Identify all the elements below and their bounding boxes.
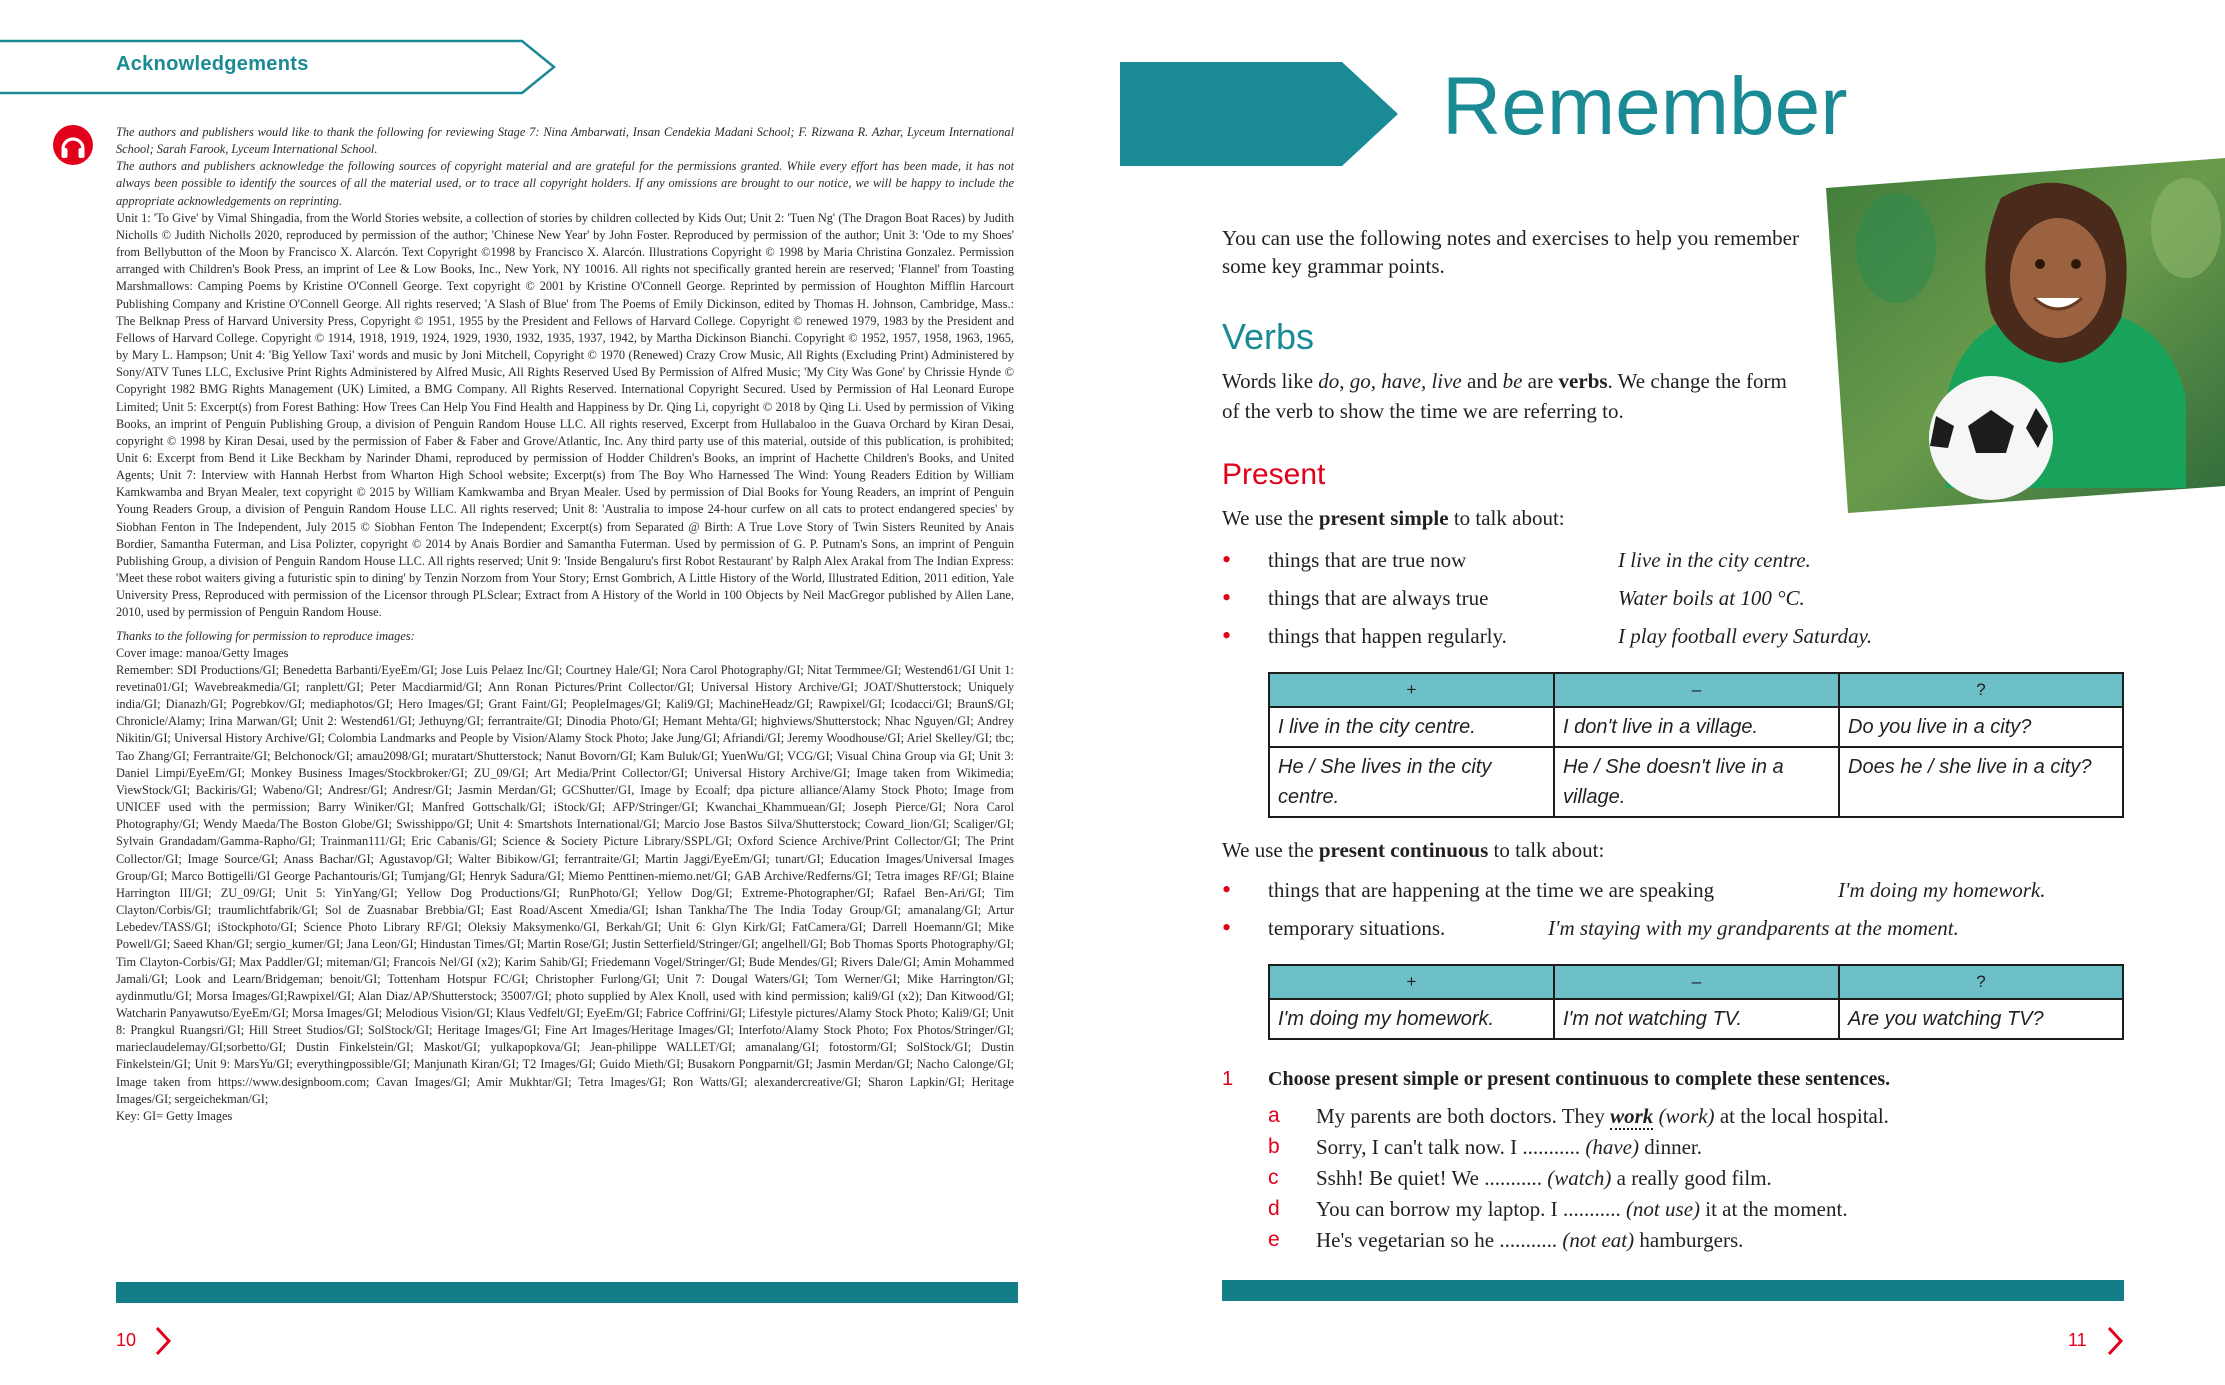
chevron-right-icon[interactable] <box>2104 1324 2126 1358</box>
verb-be: be <box>1502 369 1523 393</box>
key-line: Key: GI= Getty Images <box>116 1108 233 1123</box>
sentence-start: Sshh! Be quiet! We <box>1316 1166 1485 1190</box>
table-cell: I'm doing my homework. <box>1269 999 1554 1039</box>
sentence-end: hamburgers. <box>1634 1228 1744 1252</box>
present-simple-keyword: present simple <box>1318 506 1449 530</box>
item-letter: e <box>1268 1228 1280 1251</box>
intro-text: You can use the following notes and exercises to help you remember some key grammar points. <box>1222 226 1799 278</box>
chevron-right-icon[interactable] <box>152 1324 174 1358</box>
answer-blank[interactable]: ........... <box>1499 1228 1558 1252</box>
item-letter: b <box>1268 1135 1280 1158</box>
sentence-start: My parents are both doctors. They <box>1316 1104 1611 1128</box>
item-sentence <box>1316 1104 1889 1129</box>
answer-blank[interactable]: ........... <box>1522 1135 1581 1159</box>
sentence-end: dinner. <box>1638 1135 1702 1159</box>
positive-column-header: + <box>1269 965 1554 999</box>
present-continuous-table <box>1268 964 2124 1040</box>
page-header-acknowledgements: Acknowledgements <box>116 53 309 75</box>
image-credits-paragraph: Remember: SDI Productions/GI; Benedetta Barbanti/EyeEm/GI; Jose Luis Pelaez Inc/GI; Courtney Hale/GI; Nora Carol Photography/GI; Nitat Termmee/GI; Westend61/GI Unit 1: revetina01/GI; Wavebreakmedia/GI; ranplett/GI; Peter Macdiarmid/GI; Ann Ronan Pictures/Print Collector/GI; Universal History Archive/GI; JOAT/Shutterstock; Uniquely india/GI; Dianazh/GI; Pogrebkov/GI; mediaphotos/GI; Hero Images/GI; Grant Faint/GI; PeopleImages/GI; Kali9/GI; MachineHeadz/GI; Rawpixel/GI; Icodacci/GI; BraunS/GI; Chronicle/Alamy; Irina Marwan/GI; Unit 2: Westend61/GI; Jethuyng/GI; ferrantraite/GI; Dinodia Photo/GI; Hemant Mehta/GI; highviews/Shutterstock; Nhac Nguyen/GI; Andrey Nikitin/GI; Universal History Archive/GI; Colombia Landmarks and People by Vision/Alamy Stock Photo; Jake Jung/GI; Afriandi/GI; Jeremy Woodhouse/GI; Ariel Skelley/GI; tbc; Tao Zhang/GI; Ferrantraite/GI; Belchonock/GI; amau2098/GI; muratart/Shutterstock; Nanut Bovorn/GI; Kam Buluk/GI; YuenWu/GI; VCG/GI; Visual China Group via GI; Unit 3: Daniel Limpi/EyeEm/GI; Monkey Business Images/Stockbroker/GI; ZU_09/GI; Art Media/Print Collector/GI; Universal History Archive/GI; Image taken from Wikimedia; ViewStock/GI; Backiris/GI; Wabeno/GI; Andresr/GI; Andresr/GI; Jasmin Merdan/GI; GCShutter/GI, Image by Ecoalf; dpa picture alliance/Alamy Stock Photo; Image from UNICEF used with the permission; Barry Winiker/GI; Manfred Gottschalk/GI; iStock/GI; AFP/Stringer/GI; Kwanchai_Khammuean/GI; Joseph Pierce/GI; Nora Carol Photography/GI; Wendy Maeda/The Boston Globe/GI; Swisshippo/GI; Unit 4: Smartshots International/GI; Marcio Jose Bastos Silva/Shutterstock; Coward_lion/GI; Scaliger/GI; Sylvain Grandadam/Gamma-Rapho/GI; Trainman111/GI; Eric Cabanis/GI; Science & Society Picture Library/SSPL/GI; Oxford Science Archive/Print Collector/GI; The Print Collector/GI; Image Source/GI; Anass Bachar/GI; Agustavop/GI; Walter Bibikow/GI; ferrantraite/GI; Martin Jaggi/EyeEm/GI; tunart/GI; Education Images/Universal Images Group/GI; Marco Bottigelli/GI George Pachantouris/GI; Tumjang/GI; Henryk Sadura/GI; Miemo Penttinen-miemo.net/GI; GAB Archive/Redferns/GI; Tetra images RF/GI; Blaine Harrington III/GI; ZU_09/GI; Unit 5: YinYang/GI; Yellow Dog Productions/GI; RunPhoto/GI; Yellow Dog/GI; Extreme-Photographer/GI; Rafael Ben-Ari/GI; Tim Clayton/Corbis/GI; traumlichtfabrik/GI; Sol de Zuasnabar Brebbia/GI; East Road/Ascent Xmedia/GI; Ishan Tankha/The The India Today Group/GI; amanalang/GI; Artur Lebedev/TASS/GI; iStockphoto/GI; Science Photo Library RF/GI; Oleksiy Maksymenko/GI, Berkah/GI; Unit 6: Glyn Kirk/GI; FatCamera/GI; Darrell Hoemann/GI; Mike Powell/GI; Saeed Khan/GI; sergio_kumer/GI; Jana Leon/GI; Hindustan Times/GI; Martin Rose/GI; Justin Setterfield/Stringer/GI; angelhell/GI; Bob Thomas Sports Photography/GI; Tim Clayton-Corbis/GI; Max Paddler/GI; miteman/GI; Francois Nel/GI (x2); Karim Sahib/GI; Friedemann Vogel/Stringer/GI; Bude Mendes/GI; Rivers Dale/GI; Amin Mohammed Jamali/GI; Look and Learn/Bridgeman; benoit/GI; Tottenham Hotspur FC/GI; Christopher Furlong/GI; Unit 7: Dougal Waters/GI; Tom Werner/GI; Mike Harrington/GI; aydinmutlu/GI; Morsa Images/GI;Rawpixel/GI; Alan Diaz/AP/Shutterstock; 35007/GI; photo supplied by Alex Knoll, used with kind permission; kali9/GI (x2); Dan Kitwood/GI; Watcharin Panyawutso/EyeEm/GI; Morsa Images/GI; Melodious Vision/GI; Klaus Vedfelt/GI; EyeEm/GI; Fabrice Coffrini/GI; Lifestyle pictures/Alamy Stock Photo; Kali9/GI; Unit 8: Prangkul Ruangsri/GI; Hill Street Studios/GI; SolStock/GI; Heritage Images/GI; Fine Art Images/Heritage Images/GI; Interfoto/Alamy Stock Photo; Fox Photos/Stringer/GI; marieclaudelemay/GI;sorbetto/GI; Dustin Finkelstein/GI; Maskot/GI; yulkapopkova/GI; Jean-philippe WALLET/GI; amanalang/GI; fotostorm/GI; SolStock/GI; Dustin Finkelstein/GI; Unit 9: MarsYu/GI; everythingpossible/GI; Manjunath Kiran/GI; T2 Images/GI; Guido Mieth/GI; Busakorn Pongparnit/GI; Jasmin Merdan/GI; Nacho Calonge/GI; Image taken from https://www.designboom.com; Cavan Images/GI; Amir Mukhtar/GI; Tetra Images/GI; Ron Watts/GI; alexandercreative/GI; Sharon Lapkin/GI; Heritage Images/GI; sergeichekman/GI; <box>116 662 1014 1106</box>
audio-headphones-icon[interactable] <box>52 124 94 166</box>
bullet-icon: • <box>1222 621 1232 650</box>
bullet-text: things that are true now <box>1268 548 1467 572</box>
girl-with-football-photo <box>1826 158 2225 513</box>
page-title: Remember <box>1442 61 1848 152</box>
table-row <box>1269 707 2123 747</box>
cover-image-credit: Cover image: manoa/Getty Images <box>116 645 289 660</box>
verbs-text-b: and <box>1461 369 1503 393</box>
bullet-example: I live in the city centre. <box>1618 548 1811 572</box>
answer-blank[interactable]: ........... <box>1484 1166 1542 1190</box>
present-continuous-intro <box>1222 838 1604 863</box>
bullet-icon: • <box>1222 545 1232 574</box>
bullet-icon: • <box>1222 583 1232 612</box>
table-header-row <box>1269 673 2123 707</box>
sentence-start: You can borrow my laptop. I <box>1316 1197 1563 1221</box>
present-heading: Present <box>1222 458 1326 491</box>
bullet-text: temporary situations. <box>1268 916 1446 940</box>
sentence-start: Sorry, I can't talk now. I <box>1316 1135 1523 1159</box>
question-column-header: ? <box>1839 673 2123 707</box>
verb-prompt: (not eat) <box>1562 1228 1635 1252</box>
page-number-left: 10 <box>116 1330 137 1350</box>
sentence-end: at the local hospital. <box>1714 1104 1889 1128</box>
item-letter: a <box>1268 1104 1280 1127</box>
sentence-start: He's vegetarian so he <box>1316 1228 1500 1252</box>
exercise-instruction-text: Choose present simple or present continuous to complete these sentences. <box>1268 1068 1891 1090</box>
bullet-example: I play football every Saturday. <box>1618 624 1873 648</box>
verb-prompt: (have) <box>1585 1135 1639 1159</box>
exercise-number: 1 <box>1222 1068 1234 1090</box>
question-column-header: ? <box>1839 965 2123 999</box>
negative-column-header: – <box>1554 673 1839 707</box>
table-cell: I live in the city centre. <box>1269 707 1554 747</box>
item-sentence <box>1316 1197 1848 1222</box>
verb-prompt: (work) <box>1658 1104 1715 1128</box>
reviewers-paragraph: The authors and publishers would like to thank the following for reviewing Stage 7: Nina Ambarwati, Insan Cendekia Madani School; F. Rizwana R. Azhar, Lyceum International School; Sarah Farook, Lyceum International School. <box>116 125 1014 157</box>
table-cell: Do you live in a city? <box>1839 707 2123 747</box>
bullet-text: things that are happening at the time we are speaking <box>1268 878 1715 902</box>
bullet-icon: • <box>1222 913 1232 942</box>
copyright-notice-paragraph: The authors and publishers acknowledge the following sources of copyright material and are grateful for the permissions granted. While every effort has been made, it has not always been possible to identify the sources of all the material used, or to trace all copyright holders. If any omissions are brought to our notice, we will be happy to include the appropriate acknowledgements on reprinting. <box>116 159 1014 208</box>
verbs-heading: Verbs <box>1222 316 1315 357</box>
acknowledgements-text <box>116 124 1014 1125</box>
bullet-example: I'm doing my homework. <box>1838 878 2046 902</box>
present-simple-table <box>1268 672 2124 818</box>
bullet-example: Water boils at 100 °C. <box>1618 586 1805 610</box>
bullet-example: I'm staying with my grandparents at the moment. <box>1548 916 1959 940</box>
item-letter: c <box>1268 1166 1279 1189</box>
bullet-text: things that happen regularly. <box>1268 624 1507 648</box>
positive-column-header: + <box>1269 673 1554 707</box>
image-thanks-line: Thanks to the following for permission to reproduce images: <box>116 628 415 643</box>
verb-prompt: (watch) <box>1547 1166 1612 1190</box>
verb-examples: do, go, have, live <box>1318 369 1462 393</box>
intro-part: We use the <box>1222 506 1319 530</box>
table-cell: I don't live in a village. <box>1554 707 1839 747</box>
right-footer-bar <box>1222 1280 2124 1301</box>
verbs-text-a: Words like <box>1222 369 1319 393</box>
item-sentence <box>1316 1135 1702 1160</box>
sentence-end: it at the moment. <box>1700 1197 1848 1221</box>
exercise-instruction <box>1222 1068 1891 1091</box>
verbs-explanation <box>1222 366 1802 426</box>
verbs-text-d: . We change the form of the verb to show the time we are referring to. <box>1222 369 1787 423</box>
item-sentence <box>1316 1166 1772 1191</box>
table-cell: He / She lives in the city centre. <box>1269 747 1554 817</box>
present-continuous-keyword: present continuous <box>1318 838 1489 862</box>
table-row <box>1269 747 2123 817</box>
table-cell: Are you watching TV? <box>1839 999 2123 1039</box>
table-header-row <box>1269 965 2123 999</box>
table-row <box>1269 999 2123 1039</box>
sentence-end: a really good film. <box>1611 1166 1772 1190</box>
intro-part: We use the <box>1222 838 1319 862</box>
bullet-icon: • <box>1222 875 1232 904</box>
present-simple-intro <box>1222 506 1565 531</box>
left-footer-bar <box>116 1282 1018 1303</box>
verbs-text-c: are <box>1522 369 1559 393</box>
intro-part: to talk about: <box>1488 838 1605 862</box>
item-sentence <box>1316 1228 1743 1253</box>
verb-prompt: (not use) <box>1625 1197 1701 1221</box>
verbs-keyword: verbs <box>1558 369 1608 393</box>
intro-part: to talk about: <box>1448 506 1565 530</box>
table-cell: Does he / she live in a city? <box>1839 747 2123 817</box>
answer-blank[interactable]: work <box>1610 1104 1654 1128</box>
page-number-right: 11 <box>2068 1330 2087 1350</box>
answer-blank[interactable]: ........... <box>1562 1197 1621 1221</box>
table-cell: I'm not watching TV. <box>1554 999 1839 1039</box>
bullet-text: things that are always true <box>1268 586 1489 610</box>
remember-arrow-banner <box>1120 62 1398 166</box>
item-letter: d <box>1268 1197 1280 1220</box>
text-sources-paragraph: Unit 1: 'To Give' by Vimal Shingadia, from the World Stories website, a collection of stories by children collected by Kids Out; Unit 2: 'Tuen Ng' (The Dragon Boat Races) by Judith Nicholls © Judith Nicholls 2020, reproduced by permission of the author; 'Chinese New Year' by John Foster. Reproduced by permission of the author; Unit 3: 'Ode to my Shoes' from Bellybutton of the Moon by Francisco X. Alarcón. Text Copyright ©1998 by Francisco X. Alarcón. Illustrations Copyright © 1998 by Maria Christina Gonzalez. Permission arranged with Children's Book Press, an imprint of Lee & Low Books, Inc., New York, NY 10016. All rights not specifically granted herein are reserved; 'Flannel' from Toasting Marshmallows: Camping Poems by Kristine O'Connell George. Text copyright © 2001 by Kristine O'Connell George. Reprinted by permission of Houghton Mifflin Harcourt Publishing Company and Kristine O'Connell George. All rights reserved; 'A Slash of Blue' from The Poems of Emily Dickinson, edited by Thomas H. Johnson, Cambridge, Mass.: The Belknap Press of Harvard University Press, Copyright © 1951, 1955 by the President and Fellows of Harvard College. Copyright © renewed 1979, 1983 by the President and Fellows of Harvard College. Copyright © 1914, 1918, 1919, 1924, 1929, 1930, 1932, 1935, 1937, 1942, by Martha Dickinson Bianchi. Copyright © 1952, 1957, 1958, 1963, 1965, by Mary L. Hampson; Unit 4: 'Big Yellow Taxi' words and music by Joni Mitchell, Copyright © 1970 (Renewed) Crazy Crow Music, All Rights (Excluding Print) Administered by Sony/ATV Tunes LLC, Exclusive Print Rights Administered by Alfred Music, All Rights Reserved Used By Permission of Alfred Music; 'My City Was Gone' by Chrissie Hynde © Copyright 1982 BMG Rights Management (UK) Limited, a BMG Company. All Rights Reserved. International Copyright Secured. Used by Permission of Hal Leonard Europe Limited; Unit 5: Excerpt(s) from Forest Bathing: How Trees Can Help You Find Health and Happiness by Dr. Qing Li, copyright © 2018 by Qing Li. Used by permission of Viking Books, an imprint of Penguin Publishing Group, a division of Penguin Random House LLC. All rights reserved, Excerpt from Hullabaloo in the Guava Orchard by Kiran Desai, copyright © 1998 by Kiran Desai, used by the permission of Faber & Faber and Grove/Atlantic, Inc. Any third party use of this material, outside of this publication, is prohibited; Unit 6: Excerpt from Bend it Like Beckham by Narinder Dhami, reproduced by permission of Hodder Children's Books, an imprint of Hachette Children's Books, and United Agents; Unit 7: Interview with Hannah Herbst from Wharton High School website; Excerpt(s) from The Boy Who Harnessed The Wind: Young Readers Edition by William Kamkwamba and Bryan Mealer, text copyright © 2015 by William Kamkwamba and Bryan Mealer. Used by permission of Dial Books for Young Readers, an imprint of Penguin Young Readers Group, a division of Penguin Random House LLC. All rights reserved; Unit 8: 'Australia to impose 24-hour curfew on all cats to protect endangered species' by Siobhan Fenton in The Independent, July 2015 © Siobhan Fenton The Independent; Excerpt(s) from Separated @ Birth: A True Love Story of Twin Sisters Reunited by Anais Bordier, Samantha Futerman, and Lisa Polizter, copyright © 2014 by Anais Bordier and Samantha Futerman. Used by permission of G. P. Putnam's Sons, an imprint of Penguin Publishing Group, a division of Penguin Random House LLC. All rights reserved; Unit 9: 'Inside Bengaluru's first Robot Restaurant' by Ralph Alex Arakal from The Indian Express: 'Meet these robot waiters giving a futuristic spin to dining' by Tenzin Norzom from Your Story; Ernst Gombrich, A Little History of the World, Illustrated Edition, 2011 edition, Yale University Press, Reproduced with permission of the Licensor through PLSclear; Extract from A History of the World in 100 Objects by Neil MacGregor published by Allen Lane, 2010, used by permission of Penguin Random House. <box>116 210 1014 620</box>
negative-column-header: – <box>1554 965 1839 999</box>
table-cell: He / She doesn't live in a village. <box>1554 747 1839 817</box>
